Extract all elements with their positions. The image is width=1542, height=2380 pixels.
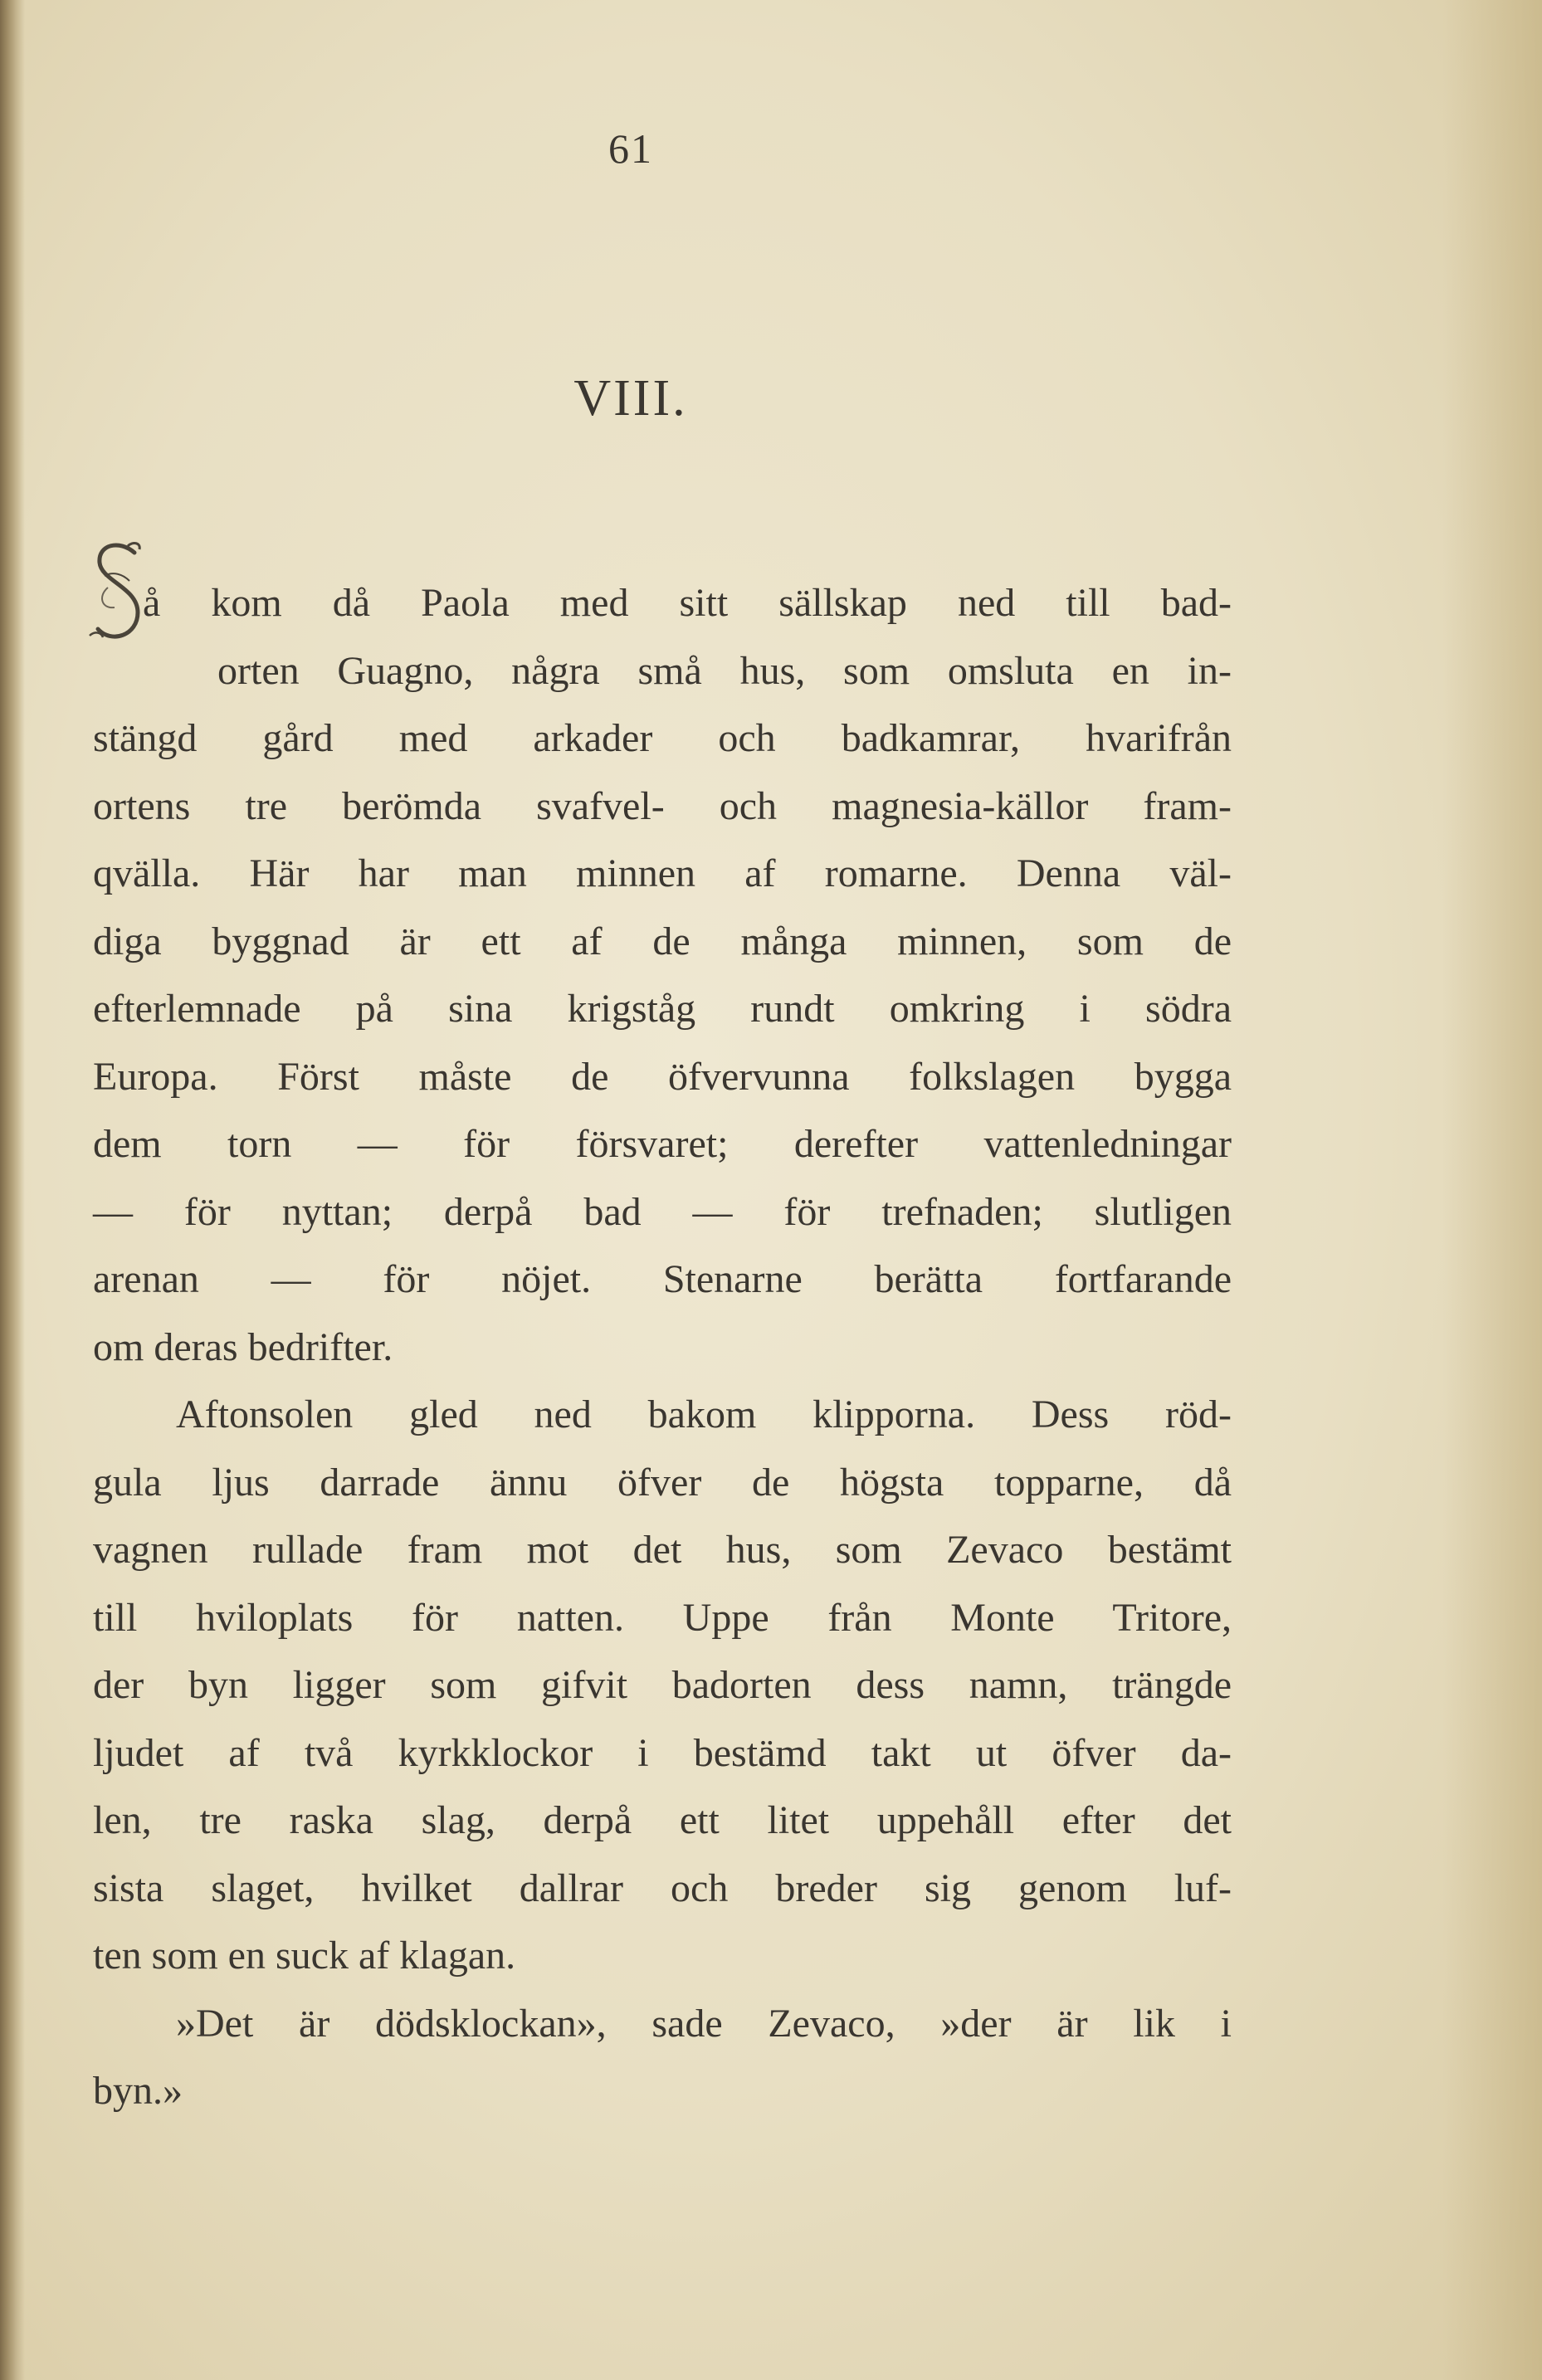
text-line: arenan — för nöjet. Stenarne berätta fortfarande xyxy=(93,1257,1232,1301)
text-line: om deras bedrifter. xyxy=(93,1324,393,1369)
text-line: byn.» xyxy=(93,2069,183,2113)
text-line: Aftonsolen gled ned bakom klipporna. Dess röd- xyxy=(176,1392,1232,1436)
page-number: 61 xyxy=(608,125,653,172)
text-line: å kom då Paola med sitt sällskap ned till bad- xyxy=(143,581,1232,625)
text-line: — för nyttan; derpå bad — för trefnaden; slutligen xyxy=(93,1189,1232,1234)
text-line: ortens tre berömda svafvel- och magnesia-källor fram- xyxy=(93,783,1232,828)
text-line: diga byggnad är ett af de många minnen, som de xyxy=(93,919,1232,963)
text-line: stängd gård med arkader och badkamrar, hvarifrån xyxy=(93,716,1232,760)
text-line: orten Guagno, några små hus, som omsluta en in- xyxy=(217,648,1232,693)
text-line: vagnen rullade fram mot det hus, som Zevaco bestämt xyxy=(93,1528,1232,1572)
text-line: der byn ligger som gifvit badorten dess namn, trängde xyxy=(93,1663,1232,1707)
text-line: len, tre raska slag, derpå ett litet uppehåll efter det xyxy=(93,1798,1232,1842)
text-line: till hviloplats för natten. Uppe från Monte Tritore, xyxy=(93,1595,1232,1640)
chapter-heading: VIII. xyxy=(573,370,688,427)
book-spine-shadow xyxy=(0,0,25,2380)
page-edge-shading xyxy=(1442,0,1542,2380)
text-line: ljudet af två kyrkklockor i bestämd takt ut öfver da- xyxy=(93,1730,1232,1775)
ornamental-dropcap-s-icon xyxy=(86,538,153,679)
text-line: sista slaget, hvilket dallrar och breder sig genom luf- xyxy=(93,1865,1232,1910)
body-text xyxy=(93,569,1232,2125)
text-line: dem torn — för försvaret; derefter vattenledningar xyxy=(93,1122,1232,1166)
text-line: Europa. Först måste de öfvervunna folkslagen bygga xyxy=(93,1054,1232,1099)
text-line: gula ljus darrade ännu öfver de högsta topparne, då xyxy=(93,1460,1232,1505)
text-line: efterlemnade på sina krigståg rundt omkring i södra xyxy=(93,987,1232,1031)
text-line: »Det är dödsklockan», sade Zevaco, »der är lik i xyxy=(176,2001,1232,2046)
text-line: ten som en suck af klagan. xyxy=(93,1934,516,1978)
text-line: qvälla. Här har man minnen af romarne. Denna väl- xyxy=(93,851,1232,895)
